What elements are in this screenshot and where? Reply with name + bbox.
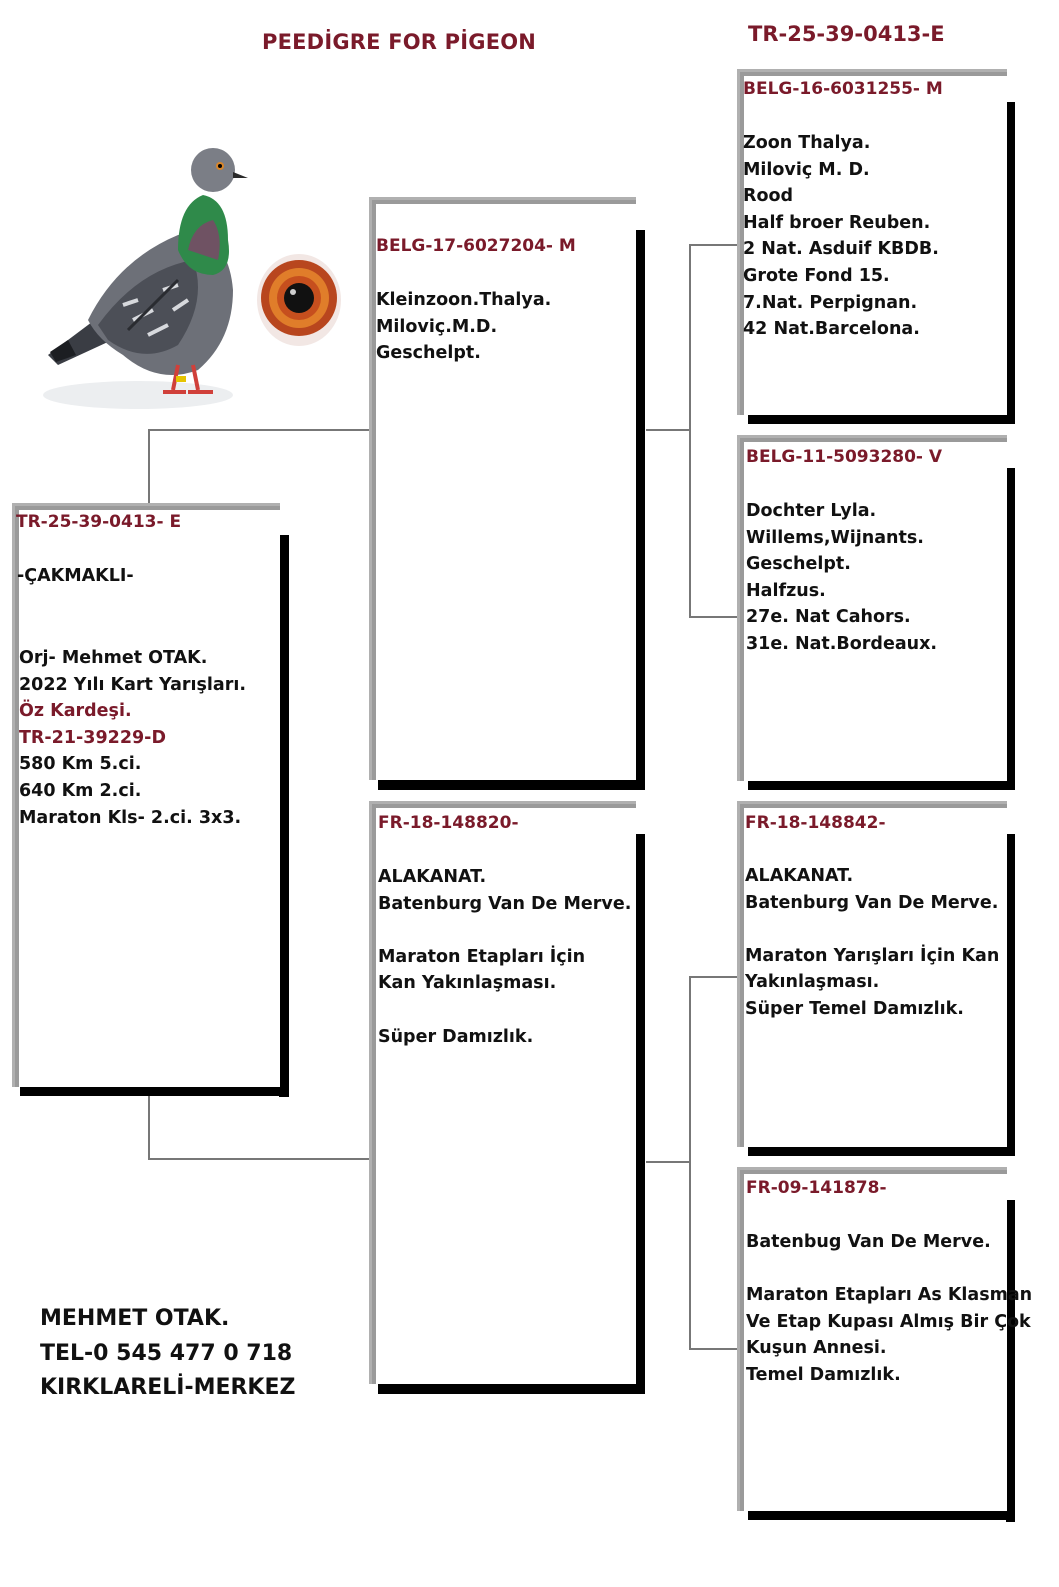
connector-line	[689, 976, 739, 978]
dam-dam-ring: FR-09-141878-	[746, 1178, 887, 1198]
dam-details	[378, 864, 631, 1050]
dam-ring: FR-18-148820-	[378, 813, 519, 833]
sire-sire-line: 42 Nat.Barcelona.	[743, 319, 920, 340]
dam-line: Batenburg Van De Merve.	[378, 893, 632, 914]
connector-line	[646, 429, 690, 431]
dam-sire-details	[745, 863, 999, 1023]
sire-ring: BELG-17-6027204- M	[376, 236, 576, 256]
sire-line: Kleinzoon.Thalya.	[376, 290, 552, 310]
connector-line	[689, 244, 739, 246]
connector-line	[148, 429, 150, 505]
connector-line	[148, 1096, 150, 1160]
subject-details	[19, 645, 246, 831]
dam-dam-line: Kuşun Annesi.	[746, 1338, 887, 1359]
sire-dam-line: Willems,Wijnants.	[746, 527, 924, 548]
contact-city: KIRKLARELİ-MERKEZ	[40, 1375, 296, 1400]
sire-sire-details	[743, 130, 939, 343]
connector-line	[689, 616, 739, 618]
subject-ring: TR-25-39-0413- E	[16, 512, 182, 532]
sire-sire-line: Grote Fond 15.	[743, 265, 890, 286]
dam-sire-line: Batenburg Van De Merve.	[745, 892, 999, 913]
sire-sire-ring: BELG-16-6031255- M	[743, 79, 943, 99]
dam-sire-line	[745, 916, 999, 943]
sire-sire-line: Rood	[743, 186, 794, 207]
connector-line	[148, 1158, 370, 1160]
connector-line	[646, 1161, 690, 1163]
dam-sire-line: Maraton Yarışları İçin Kan	[745, 945, 1000, 966]
sire-dam-line: 27e. Nat Cahors.	[746, 607, 911, 628]
sire-sire-line: Zoon Thalya.	[743, 133, 871, 153]
page-title: PEEDİGRE FOR PİGEON	[262, 30, 537, 54]
connector-line	[148, 429, 370, 431]
sire-dam-line: Dochter Lyla.	[746, 501, 877, 521]
connector-line	[689, 244, 691, 618]
dam-sire-ring: FR-18-148842-	[745, 813, 886, 833]
dam-dam-line	[746, 1256, 1032, 1283]
connector-line	[689, 976, 691, 1350]
pigeon-illustration	[28, 140, 248, 420]
dam-dam-details	[746, 1229, 1032, 1389]
sibling-ring: TR-21-39229-D	[19, 727, 166, 748]
dam-line: Maraton Etapları İçin	[378, 946, 586, 967]
sire-sire-line: Half broer Reuben.	[743, 212, 931, 233]
sire-dam-line: Geschelpt.	[746, 554, 851, 575]
subject-name: -ÇAKMAKLI-	[17, 566, 134, 586]
result-line: Maraton Kls- 2.ci. 3x3.	[19, 807, 242, 828]
dam-line: Süper Damızlık.	[378, 1026, 534, 1047]
sire-line: Geschelpt.	[376, 343, 481, 364]
subject-line: 2022 Yılı Kart Yarışları.	[19, 674, 247, 695]
subject-line: Orj- Mehmet OTAK.	[19, 648, 208, 668]
contact-block	[40, 1302, 295, 1406]
dam-line: Kan Yakınlaşması.	[378, 973, 557, 994]
connector-line	[689, 1348, 739, 1350]
sire-dam-line: 31e. Nat.Bordeaux.	[746, 633, 938, 654]
dam-dam-line: Ve Etap Kupası Almış Bir Çok	[746, 1311, 1031, 1332]
dam-line	[378, 997, 631, 1024]
dam-dam-line: Maraton Etapları As Klasman	[746, 1285, 1033, 1306]
sire-sire-line: 7.Nat. Perpignan.	[743, 292, 918, 313]
pigeon-eye-illustration	[255, 250, 345, 350]
sire-sire-line: 2 Nat. Asduif KBDB.	[743, 239, 939, 260]
dam-sire-line: ALAKANAT.	[745, 866, 854, 886]
dam-sire-line: Süper Temel Damızlık.	[745, 998, 964, 1019]
sibling-label: Öz Kardeşi.	[19, 701, 132, 722]
header-ring-number: TR-25-39-0413-E	[748, 22, 945, 46]
sire-details	[376, 287, 551, 367]
result-line: 580 Km 5.ci.	[19, 754, 142, 775]
dam-line: ALAKANAT.	[378, 867, 487, 887]
contact-phone: TEL-0 545 477 0 718	[40, 1340, 293, 1366]
result-line: 640 Km 2.ci.	[19, 780, 142, 801]
dam-dam-line: Batenbug Van De Merve.	[746, 1232, 991, 1252]
sire-dam-ring: BELG-11-5093280- V	[746, 447, 943, 467]
sire-line: Miloviç.M.D.	[376, 316, 498, 337]
sire-dam-line: Halfzus.	[746, 580, 826, 601]
dam-sire-line: Yakınlaşması.	[745, 972, 880, 993]
contact-name: MEHMET OTAK.	[40, 1306, 230, 1331]
sire-sire-line: Miloviç M. D.	[743, 159, 870, 180]
dam-line	[378, 917, 631, 944]
sire-dam-details	[746, 498, 937, 658]
dam-dam-line: Temel Damızlık.	[746, 1364, 901, 1385]
